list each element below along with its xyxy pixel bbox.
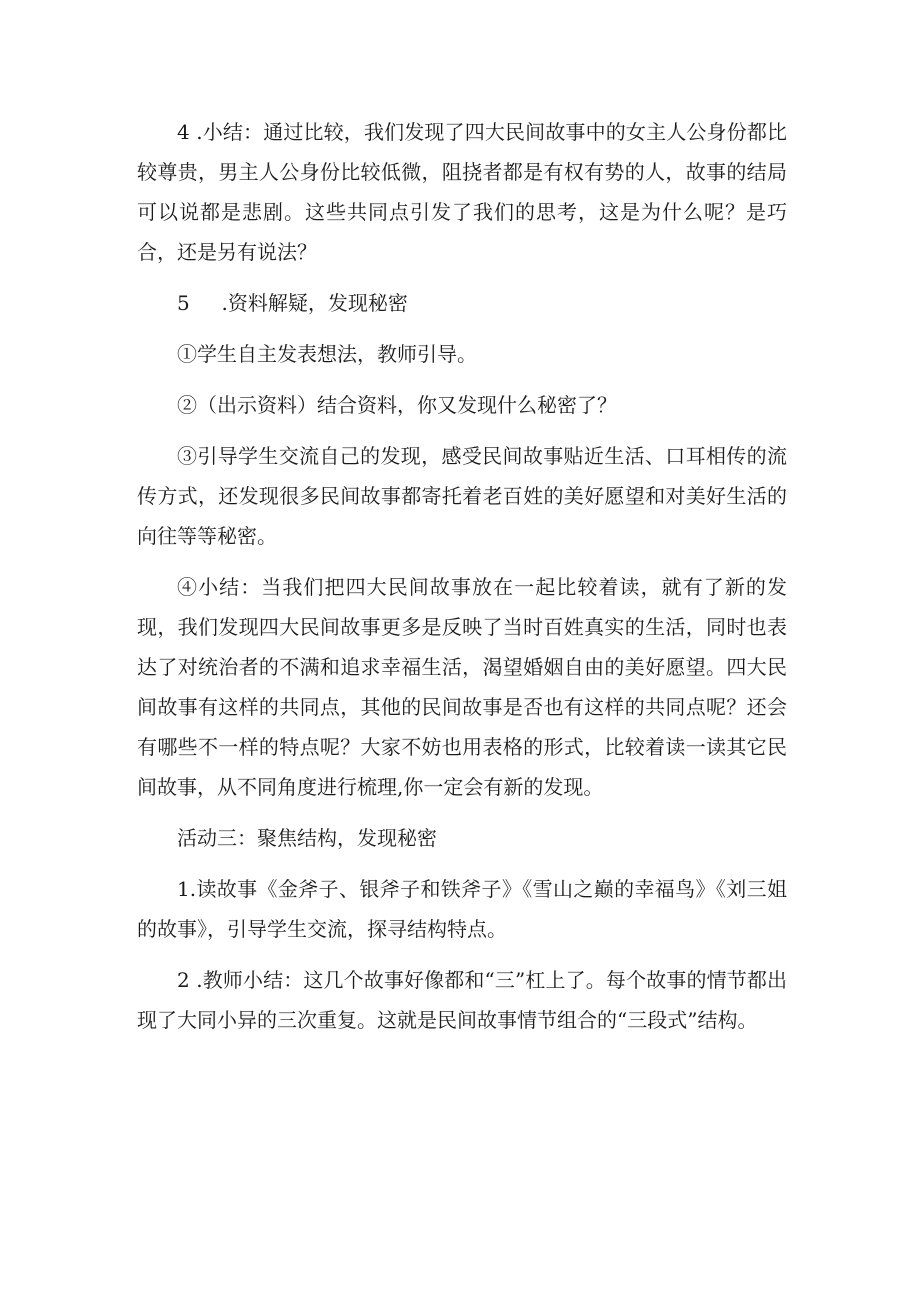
paragraph-summary-4: 4 .小结：通过比较，我们发现了四大民间故事中的女主人公身份都比较尊贵，男主人公身份比较低微，阻挠者都是有权有势的人，故事的结局可以说都是悲剧。这些共同点引发了我们的思考，这是为什么呢？是巧合，还是另有说法？ bbox=[137, 120, 787, 264]
paragraph-activity-3-item-1: 1.读故事《金斧子、银斧子和铁斧子》《雪山之巅的幸福鸟》《刘三姐的故事》，引导学生交流，探寻结构特点。 bbox=[137, 877, 787, 941]
document-body bbox=[137, 112, 787, 1051]
paragraph-step-3: ③引导学生交流自己的发现，感受民间故事贴近生活、口耳相传的流传方式，还发现很多民间故事都寄托着老百姓的美好愿望和对美好生活的向往等等秘密。 bbox=[137, 444, 787, 548]
paragraph-activity-3-item-2: 2 .教师小结：这几个故事好像都和“三”杠上了。每个故事的情节都出现了大同小异的三次重复。这就是民间故事情节组合的“三段式”结构。 bbox=[137, 968, 787, 1032]
paragraph-step-2: ②（出示资料）结合资料，你又发现什么秘密了？ bbox=[177, 393, 617, 417]
paragraph-heading-5: 5 .资料解疑，发现秘密 bbox=[177, 291, 408, 315]
paragraph-step-4: ④小结：当我们把四大民间故事放在一起比较着读，就有了新的发现，我们发现四大民间故事更多是反映了当时百姓真实的生活，同时也表达了对统治者的不满和追求幸福生活，渴望婚姻自由的美好愿望。四大民间故事有这样的共同点，其他的民间故事是否也有这样的共同点呢？还会有哪些不一样的特点呢？大家不妨也用表格的形式，比较着读一读其它民间故事，从不同角度进行梳理,你一定会有新的发现。 bbox=[137, 575, 787, 799]
paragraph-step-1: ①学生自主发表想法，教师引导。 bbox=[177, 342, 477, 366]
paragraph-activity-3-heading: 活动三：聚焦结构，发现秘密 bbox=[177, 826, 437, 850]
